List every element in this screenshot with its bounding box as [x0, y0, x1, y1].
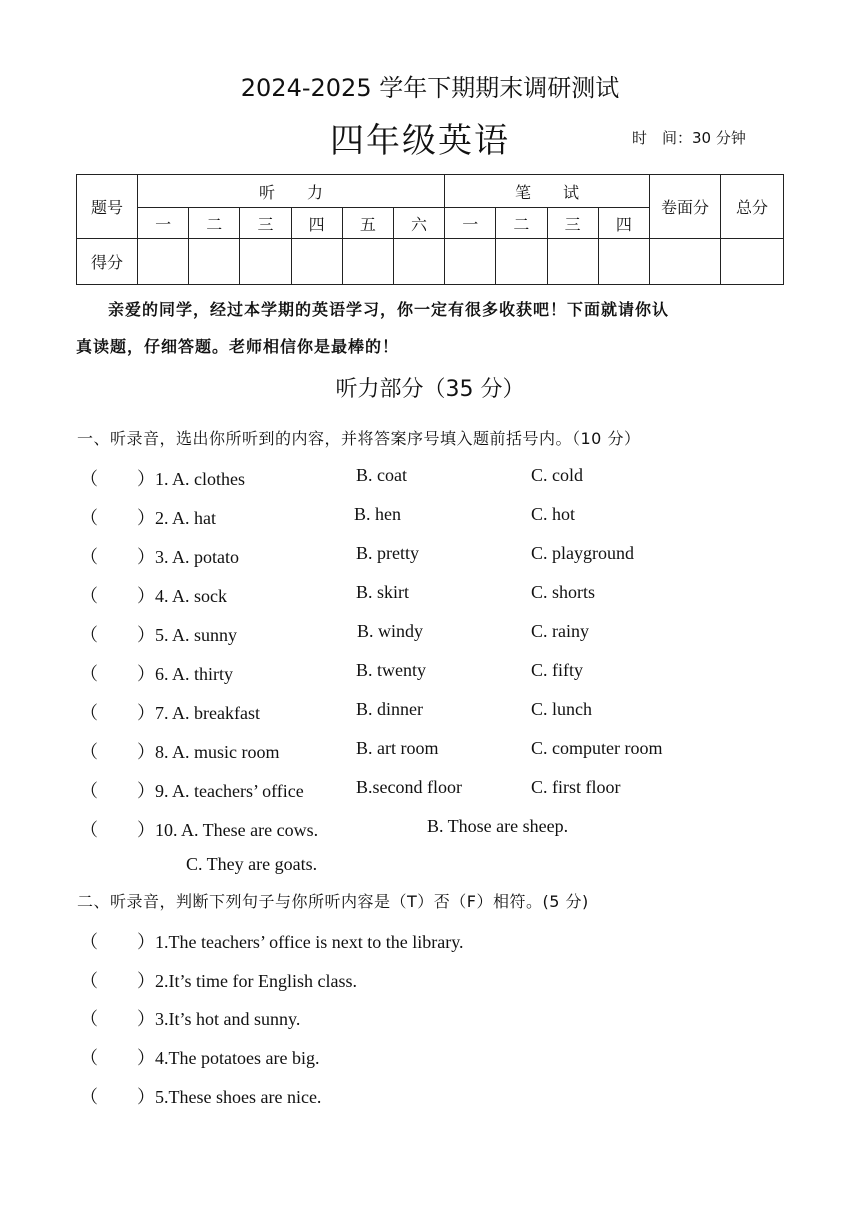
exam-title: 2024-2025 学年下期期末调研测试 [240, 74, 620, 102]
question-9 [80, 777, 780, 801]
question-10 [80, 816, 780, 840]
total-score-header: 总分 [721, 175, 784, 239]
option-b: B. hen [354, 504, 401, 524]
option-a: ）4. A. sock [137, 586, 227, 606]
statement-text: ）1.The teachers’ office is next to the library. [137, 932, 464, 952]
option-c: C. playground [531, 543, 634, 563]
answer-bracket[interactable]: （ [80, 820, 98, 840]
option-a: ）9. A. teachers’ office [137, 781, 304, 801]
intro-line-1: 亲爱的同学，经过本学期的英语学习，你一定有很多收获吧！下面就请你认 [108, 300, 670, 319]
option-a: ）3. A. potato [137, 547, 239, 567]
statement-2 [80, 967, 780, 991]
option-b: B. pretty [356, 543, 419, 563]
option-b: B. skirt [356, 582, 410, 602]
answer-bracket[interactable]: （ [80, 1009, 98, 1029]
statement-text: ）4.The potatoes are big. [137, 1048, 320, 1068]
statement-text: ）3.It’s hot and sunny. [137, 1009, 301, 1029]
option-b: B. Those are sheep. [427, 816, 569, 836]
score-cell[interactable] [445, 239, 496, 285]
answer-bracket[interactable]: （ [80, 1087, 98, 1107]
listening-group-header: 听 力 [138, 175, 445, 208]
answer-bracket[interactable]: （ [80, 703, 98, 723]
score-cell[interactable] [189, 239, 240, 285]
option-a: ）7. A. breakfast [137, 703, 260, 723]
answer-bracket[interactable]: （ [80, 469, 98, 489]
option-a: ）8. A. music room [137, 742, 280, 762]
option-c: C. computer room [531, 738, 663, 758]
option-c: C. They are goats. [186, 854, 318, 874]
option-a: ）6. A. thirty [137, 664, 234, 684]
answer-bracket[interactable]: （ [80, 742, 98, 762]
question-3 [80, 543, 780, 567]
written-part-3: 三 [547, 208, 598, 239]
answer-bracket[interactable]: （ [80, 664, 98, 684]
option-b: B. dinner [356, 699, 423, 719]
question-2 [80, 504, 780, 528]
time-limit: 时 间：30 分钟 [632, 129, 746, 147]
option-b: B.second floor [356, 777, 462, 797]
answer-bracket[interactable]: （ [80, 508, 98, 528]
option-c: C. rainy [531, 621, 589, 641]
listening-part-6: 六 [393, 208, 444, 239]
score-cell[interactable] [240, 239, 291, 285]
option-b: B. coat [356, 465, 407, 485]
score-cell[interactable] [291, 239, 342, 285]
option-b: B. windy [357, 621, 424, 641]
question-5 [80, 621, 780, 645]
written-part-1: 一 [445, 208, 496, 239]
written-part-2: 二 [496, 208, 547, 239]
score-cell[interactable] [496, 239, 547, 285]
score-cell[interactable] [650, 239, 721, 285]
statement-3 [80, 1005, 780, 1029]
listening-section-title: 听力部分（35 分） [335, 377, 525, 402]
part2-heading: 二、听录音，判断下列句子与你所听内容是（T）否（F）相符。(5 分) [77, 892, 589, 911]
statement-4 [80, 1044, 780, 1068]
score-cell[interactable] [598, 239, 649, 285]
option-a: ）5. A. sunny [137, 625, 238, 645]
answer-bracket[interactable]: （ [80, 932, 98, 952]
answer-bracket[interactable]: （ [80, 625, 98, 645]
question-8 [80, 738, 780, 762]
listening-part-3: 三 [240, 208, 291, 239]
score-cell[interactable] [547, 239, 598, 285]
statement-5 [80, 1083, 780, 1107]
statement-text: ）5.These shoes are nice. [137, 1087, 322, 1107]
option-c: C. hot [531, 504, 576, 524]
statement-text: ）2.It’s time for English class. [137, 971, 357, 991]
row-label-question: 题号 [77, 175, 138, 239]
answer-bracket[interactable]: （ [80, 1048, 98, 1068]
intro-line-2: 真读题，仔细答题。老师相信你是最棒的！ [76, 337, 400, 356]
score-cell[interactable] [342, 239, 393, 285]
score-table [76, 174, 784, 285]
subject-title: 四年级英语 [330, 121, 510, 161]
listening-part-5: 五 [342, 208, 393, 239]
listening-part-4: 四 [291, 208, 342, 239]
option-b: B. art room [356, 738, 439, 758]
answer-bracket[interactable]: （ [80, 586, 98, 606]
part1-heading: 一、听录音，选出你所听到的内容，并将答案序号填入题前括号内。（10 分） [77, 429, 641, 448]
question-7 [80, 699, 780, 723]
score-cell[interactable] [393, 239, 444, 285]
listening-part-2: 二 [189, 208, 240, 239]
row-label-score: 得分 [77, 239, 138, 285]
listening-part-1: 一 [138, 208, 189, 239]
answer-bracket[interactable]: （ [80, 781, 98, 801]
appearance-score-header: 卷面分 [650, 175, 721, 239]
written-part-4: 四 [598, 208, 649, 239]
option-a: ）2. A. hat [137, 508, 216, 528]
option-c: C. lunch [531, 699, 592, 719]
question-4 [80, 582, 780, 606]
written-group-header: 笔 试 [445, 175, 650, 208]
score-cell[interactable] [721, 239, 784, 285]
statement-1 [80, 928, 780, 952]
option-c: C. fifty [531, 660, 583, 680]
answer-bracket[interactable]: （ [80, 971, 98, 991]
option-c: C. shorts [531, 582, 596, 602]
question-10-continued [80, 854, 780, 878]
answer-bracket[interactable]: （ [80, 547, 98, 567]
question-6 [80, 660, 780, 684]
score-cell[interactable] [138, 239, 189, 285]
question-1 [80, 465, 780, 489]
option-b: B. twenty [356, 660, 426, 680]
option-c: C. first floor [531, 777, 621, 797]
option-a: ）1. A. clothes [137, 469, 245, 489]
option-a: ）10. A. These are cows. [137, 820, 319, 840]
option-c: C. cold [531, 465, 583, 485]
